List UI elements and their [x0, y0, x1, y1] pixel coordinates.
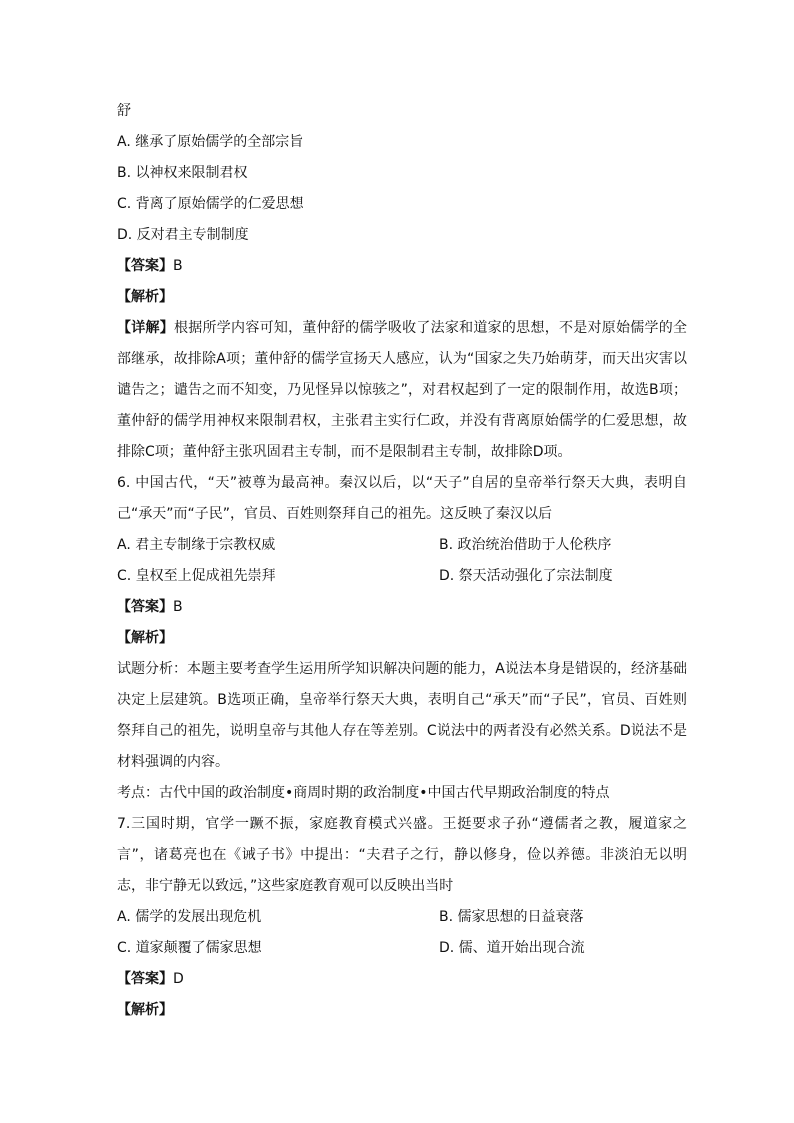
q6-options-row-1: [117, 530, 687, 561]
q6-analysis-label: 【解析】: [117, 630, 173, 646]
q5-option-d: D. 反对君主专制制度: [117, 227, 249, 243]
previous-question-fragment: 舒: [117, 103, 131, 119]
q5-answer-value: B: [173, 258, 183, 274]
q7-answer-value: D: [173, 971, 184, 987]
q5-option-c: C. 背离了原始儒学的仁爱思想: [117, 196, 304, 212]
q6-option-b: B. 政治统治借助于人伦秩序: [439, 537, 612, 553]
q5-option-b: B. 以神权来限制君权: [117, 165, 248, 181]
document-page: [117, 96, 687, 1026]
q6-option-c: C. 皇权至上促成祖先崇拜: [117, 568, 276, 584]
q6-kaodian: 考点：古代中国的政治制度•商周时期的政治制度•中国古代早期政治制度的特点: [117, 785, 610, 801]
q7-answer-label: 【答案】: [117, 971, 173, 987]
q6-option-a: A. 君主专制缘于宗教权威: [117, 537, 276, 553]
q7-analysis-label: 【解析】: [117, 1002, 173, 1018]
q6-stem: 6. 中国古代，“天”被尊为最高神。秦汉以后，以“天子”自居的皇帝举行祭天大典，表明自己“承天”而“子民”，官员、百姓则祭拜自己的祖先。这反映了秦汉以后: [117, 475, 687, 522]
q7-options-row-2: [117, 933, 687, 964]
q6-answer-label: 【答案】: [117, 599, 173, 615]
q6-options-row-2: [117, 561, 687, 592]
q6-analysis-text: 试题分析：本题主要考查学生运用所学知识解决问题的能力，A说法本身是错误的，经济基础决定上层建筑。B选项正确，皇帝举行祭天大典，表明自己“承天”而“子民”，官员、百姓则祭拜自己的祖先，说明皇帝与其他人存在等差别。C说法中的两者没有必然关系。D说法不是材料强调的内容。: [117, 661, 687, 770]
q5-analysis-label: 【解析】: [117, 289, 173, 305]
q7-option-a: A. 儒学的发展出现危机: [117, 909, 262, 925]
q7-option-d: D. 儒、道开始出现合流: [439, 940, 585, 956]
q5-detail-label: 【详解】: [117, 320, 175, 336]
q6-answer: [117, 592, 687, 623]
question-5-options: [117, 127, 687, 251]
q5-answer-label: 【答案】: [117, 258, 173, 274]
q6-option-d: D. 祭天活动强化了宗法制度: [439, 568, 613, 584]
q5-answer: [117, 251, 687, 282]
q7-answer: [117, 964, 687, 995]
q5-detail-paragraph: [117, 313, 687, 468]
q7-stem: 7.三国时期，官学一蹶不振，家庭教育模式兴盛。王挺要求子孙“遵儒者之教，履道家之言”，诸葛亮也在《诫子书》中提出：“夫君子之行，静以修身，俭以养德。非淡泊无以明志，非宁静无以致远，”这些家庭教育观可以反映出当时: [117, 816, 687, 894]
q5-option-a: A. 继承了原始儒学的全部宗旨: [117, 134, 304, 150]
q7-option-c: C. 道家颠覆了儒家思想: [117, 940, 262, 956]
q7-option-b: B. 儒家思想的日益衰落: [439, 909, 584, 925]
q5-detail-text: 根据所学内容可知，董仲舒的儒学吸收了法家和道家的思想，不是对原始儒学的全部继承，故排除A项；董仲舒的儒学宣扬天人感应，认为“国家之失乃始萌芽，而天出灾害以谴告之；谴告之而不知变，乃见怪异以惊骇之”，对君权起到了一定的限制作用，故选B项；董仲舒的儒学用神权来限制君权，主张君主实行仁政，并没有背离原始儒学的仁爱思想，故排除C项；董仲舒主张巩固君主专制，而不是限制君主专制，故排除D项。: [117, 320, 688, 460]
q6-answer-value: B: [173, 599, 183, 615]
q7-options-row-1: [117, 902, 687, 933]
